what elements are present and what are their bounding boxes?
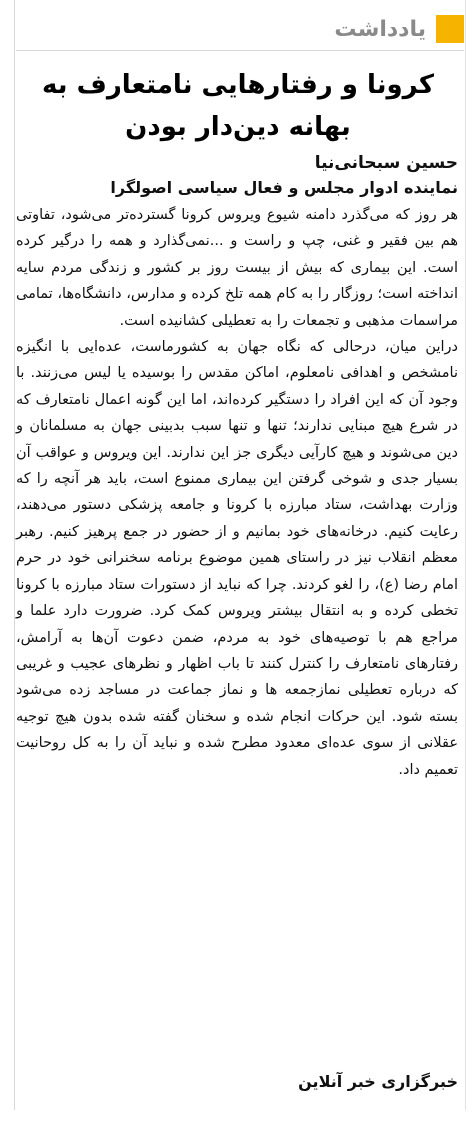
column-rule-left	[14, 0, 15, 1110]
author-role: نماینده ادوار مجلس و فعال سیاسی اصولگرا	[110, 178, 458, 197]
paragraph: هر روز که می‌گذرد دامنه شیوع ویروس کرونا گسترده‌تر می‌شود، تفاوتی هم بین فقیر و غنی، چپ و راست و ...نمی‌گذارد و همه را درگیر کرده است. این بیماری که بیش از بیست روز بر کشور و زندگی مردم سایه انداخته است؛ روزگار را به کام همه تلخ کرده و مدارس، دانشگاه‌ها، تمامی مراسمات مذهبی و تجمعات را به تعطیلی کشانیده است.	[16, 207, 458, 329]
section-label: یادداشت	[334, 16, 426, 42]
paragraph: دراین میان، درحالی که نگاه جهان به کشورماست، عده‌ایی با انگیزه نامشخص و اهدافی نامعلوم، اماکن مقدس را بوسیده یا لیس می‌زنند. با وجود آن که این افراد را دستگیر کرده‌اند، اما این گونه اعمال نامتعارف که در شرع هیچ مبنایی ندارند؛ تنها و تنها سبب بدبینی جهان به مسلمانان و دین می‌شوند و هیچ کارآیی دیگری جز این ندارند. این ویروس و عواقب آن بسیار جدی و شوخی گرفتن این بیماری ممنوع است، باید هر آنچه را که وزارت بهداشت، ستاد مبارزه با کرونا و جامعه پزشکی دستور می‌دهند، رعایت کنیم. درخانه‌های خود بمانیم و از حضور در جمع پرهیز کنیم. رهبر معظم انقلاب نیز در راستای همین موضوع برنامه سخنرانی خود در حرم امام رضا (ع)، را لغو کردند. چرا که نباید از دستورات ستاد مبارزه با کرونا تخطی کرده و به انتقال بیشتر ویروس کمک کرد. ضرورت دارد علما و مراجع هم با توصیه‌های خود به مردم، ضمن دعوت آن‌ها به آرامش، رفتارهای نامتعارف را کنترل کنند تا باب اظهار و نظرهای عجیب و غریبی که درباره تعطیلی نمازجمعه ها و نماز جماعت در مساجد زده می‌شود بسته شود. این حرکات انجام شده و سخنان گفته شده بدون هیچ توجیه عقلانی از سوی عده‌ای معدود مطرح شده و نباید آن را به کل روحانیت تعمیم داد.	[16, 339, 458, 778]
section-marker-icon	[436, 15, 464, 43]
article-body	[16, 202, 458, 783]
column-rule-right	[465, 0, 466, 1110]
author-name: حسین سبحانی‌نیا	[314, 153, 458, 173]
article-title: کرونا و رفتارهایی نامتعارف به بهانه دین‌دار بودن	[42, 70, 434, 142]
section-header	[16, 8, 464, 51]
article-source: خبرگزاری خبر آنلاین	[298, 1072, 458, 1091]
